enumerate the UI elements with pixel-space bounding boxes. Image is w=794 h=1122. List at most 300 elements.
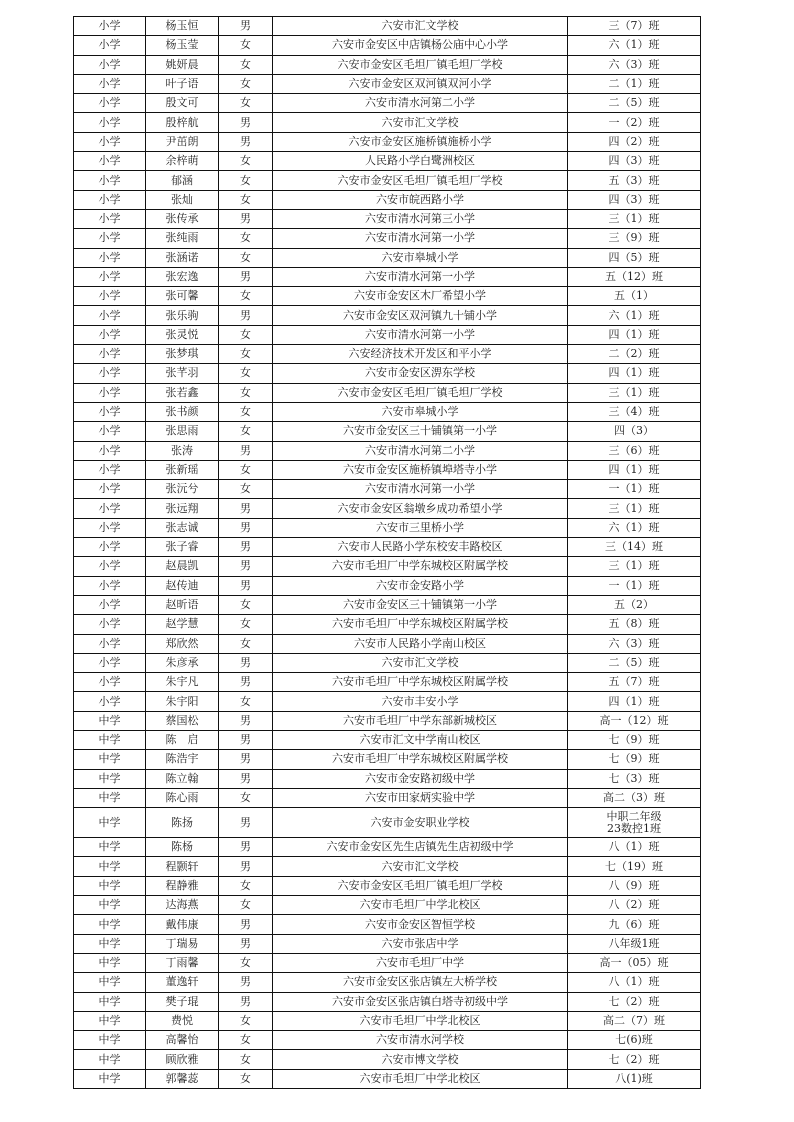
stage-cell: 小学 <box>74 673 146 692</box>
stage-cell: 中学 <box>74 973 146 992</box>
class-cell: 三（6）班 <box>568 441 701 460</box>
table-row <box>74 364 701 383</box>
table-row <box>74 538 701 557</box>
table-row <box>74 788 701 807</box>
table-row <box>74 171 701 190</box>
gender-cell: 女 <box>219 383 273 402</box>
name-cell: 郭馨蕊 <box>146 1069 219 1088</box>
table-row <box>74 152 701 171</box>
table-row <box>74 345 701 364</box>
gender-cell: 男 <box>219 113 273 132</box>
name-cell: 张若鑫 <box>146 383 219 402</box>
gender-cell: 女 <box>219 402 273 421</box>
gender-cell: 男 <box>219 973 273 992</box>
school-cell: 六安市皋城小学 <box>273 248 568 267</box>
school-cell: 六安市皋城小学 <box>273 402 568 421</box>
stage-cell: 小学 <box>74 171 146 190</box>
gender-cell: 女 <box>219 171 273 190</box>
name-cell: 郑欣然 <box>146 634 219 653</box>
name-cell: 丁瑞易 <box>146 934 219 953</box>
gender-cell: 女 <box>219 460 273 479</box>
school-cell: 六安市清水河第一小学 <box>273 229 568 248</box>
gender-cell: 男 <box>219 441 273 460</box>
name-cell: 张子睿 <box>146 538 219 557</box>
name-cell: 张志诚 <box>146 518 219 537</box>
table-row <box>74 1031 701 1050</box>
stage-cell: 小学 <box>74 248 146 267</box>
gender-cell: 女 <box>219 788 273 807</box>
gender-cell: 女 <box>219 953 273 972</box>
table-row <box>74 896 701 915</box>
class-cell: 六（3）班 <box>568 634 701 653</box>
school-cell: 六安市清水河第一小学 <box>273 267 568 286</box>
school-cell: 六安市金安区毛坦厂镇毛坦厂学校 <box>273 55 568 74</box>
table-row <box>74 692 701 711</box>
school-cell: 六安市汇文学校 <box>273 857 568 876</box>
gender-cell: 女 <box>219 94 273 113</box>
table-row <box>74 402 701 421</box>
school-cell: 六安市汇文学校 <box>273 653 568 672</box>
stage-cell: 小学 <box>74 94 146 113</box>
stage-cell: 中学 <box>74 1050 146 1069</box>
table-row <box>74 595 701 614</box>
stage-cell: 小学 <box>74 152 146 171</box>
school-cell: 六安市金安区毛坦厂镇毛坦厂学校 <box>273 876 568 895</box>
stage-cell: 小学 <box>74 190 146 209</box>
table-row <box>74 306 701 325</box>
table-row <box>74 673 701 692</box>
table-row <box>74 615 701 634</box>
table-row <box>74 267 701 286</box>
table-row <box>74 730 701 749</box>
gender-cell: 女 <box>219 876 273 895</box>
stage-cell: 小学 <box>74 74 146 93</box>
name-cell: 赵昕语 <box>146 595 219 614</box>
gender-cell: 女 <box>219 248 273 267</box>
name-cell: 丁雨馨 <box>146 953 219 972</box>
name-cell: 赵学慧 <box>146 615 219 634</box>
stage-cell: 小学 <box>74 518 146 537</box>
table-row <box>74 769 701 788</box>
table-row <box>74 74 701 93</box>
school-cell: 六安市毛坦厂中学东城校区附属学校 <box>273 673 568 692</box>
class-cell: 四（3）班 <box>568 190 701 209</box>
table-row <box>74 953 701 972</box>
table-row <box>74 1069 701 1088</box>
name-cell: 陈浩宇 <box>146 750 219 769</box>
name-cell: 姚妍晨 <box>146 55 219 74</box>
class-cell: 七（9）班 <box>568 750 701 769</box>
table-row <box>74 634 701 653</box>
stage-cell: 小学 <box>74 209 146 228</box>
stage-cell: 小学 <box>74 557 146 576</box>
stage-cell: 小学 <box>74 576 146 595</box>
table-row <box>74 576 701 595</box>
gender-cell: 女 <box>219 36 273 55</box>
table-row <box>74 113 701 132</box>
school-cell: 六安市毛坦厂中学东城校区附属学校 <box>273 557 568 576</box>
table-row <box>74 441 701 460</box>
class-cell: 四（1）班 <box>568 325 701 344</box>
gender-cell: 女 <box>219 190 273 209</box>
stage-cell: 中学 <box>74 857 146 876</box>
school-cell: 六安市金安区张店镇左大桥学校 <box>273 973 568 992</box>
gender-cell: 女 <box>219 345 273 364</box>
school-cell: 六安市博文学校 <box>273 1050 568 1069</box>
table-row <box>74 653 701 672</box>
class-cell: 六（1）班 <box>568 306 701 325</box>
name-cell: 杨玉莹 <box>146 36 219 55</box>
stage-cell: 小学 <box>74 480 146 499</box>
stage-cell: 中学 <box>74 838 146 857</box>
name-cell: 张梦琪 <box>146 345 219 364</box>
name-cell: 程静雅 <box>146 876 219 895</box>
school-cell: 六安市毛坦厂中学 <box>273 953 568 972</box>
school-cell: 六安市毛坦厂中学东城校区附属学校 <box>273 615 568 634</box>
name-cell: 尹茁朗 <box>146 132 219 151</box>
school-cell: 六安市毛坦厂中学北校区 <box>273 1011 568 1030</box>
class-cell: 五（7）班 <box>568 673 701 692</box>
stage-cell: 小学 <box>74 364 146 383</box>
table-row <box>74 915 701 934</box>
stage-cell: 中学 <box>74 730 146 749</box>
class-cell: 七（19）班 <box>568 857 701 876</box>
stage-cell: 小学 <box>74 634 146 653</box>
class-cell: 七（9）班 <box>568 730 701 749</box>
gender-cell: 女 <box>219 1050 273 1069</box>
stage-cell: 小学 <box>74 499 146 518</box>
stage-cell: 小学 <box>74 615 146 634</box>
class-cell: 三（1）班 <box>568 209 701 228</box>
name-cell: 程颢轩 <box>146 857 219 876</box>
gender-cell: 男 <box>219 857 273 876</box>
stage-cell: 小学 <box>74 653 146 672</box>
gender-cell: 男 <box>219 769 273 788</box>
stage-cell: 小学 <box>74 132 146 151</box>
gender-cell: 女 <box>219 422 273 441</box>
table-row <box>74 55 701 74</box>
gender-cell: 男 <box>219 750 273 769</box>
gender-cell: 女 <box>219 480 273 499</box>
class-cell: 六（1）班 <box>568 36 701 55</box>
class-cell: 五（8）班 <box>568 615 701 634</box>
gender-cell: 女 <box>219 55 273 74</box>
name-cell: 赵晨凯 <box>146 557 219 576</box>
class-cell: 二（2）班 <box>568 345 701 364</box>
stage-cell: 中学 <box>74 769 146 788</box>
name-cell: 蔡国松 <box>146 711 219 730</box>
stage-cell: 中学 <box>74 953 146 972</box>
class-cell: 七（3）班 <box>568 769 701 788</box>
stage-cell: 中学 <box>74 896 146 915</box>
name-cell: 张乐驹 <box>146 306 219 325</box>
class-cell: 五（2） <box>568 595 701 614</box>
class-cell: 七（2）班 <box>568 992 701 1011</box>
class-cell: 三（7）班 <box>568 17 701 36</box>
stage-cell: 小学 <box>74 538 146 557</box>
school-cell: 六安市金安区张店镇白塔寺初级中学 <box>273 992 568 1011</box>
name-cell: 殷梓航 <box>146 113 219 132</box>
school-cell: 六安市毛坦厂中学东部新城校区 <box>273 711 568 730</box>
school-cell: 六安市丰安小学 <box>273 692 568 711</box>
stage-cell: 小学 <box>74 36 146 55</box>
student-roster-table <box>73 16 701 1089</box>
gender-cell: 男 <box>219 538 273 557</box>
table-row <box>74 132 701 151</box>
table-row <box>74 229 701 248</box>
table-row <box>74 711 701 730</box>
name-cell: 陈杨 <box>146 838 219 857</box>
name-cell: 张灵悦 <box>146 325 219 344</box>
school-cell: 六安市清水河第一小学 <box>273 480 568 499</box>
class-cell: 三（1）班 <box>568 557 701 576</box>
gender-cell: 男 <box>219 306 273 325</box>
table-row <box>74 325 701 344</box>
stage-cell: 中学 <box>74 711 146 730</box>
table-row <box>74 557 701 576</box>
gender-cell: 男 <box>219 934 273 953</box>
gender-cell: 男 <box>219 992 273 1011</box>
name-cell: 达海燕 <box>146 896 219 915</box>
gender-cell: 女 <box>219 1031 273 1050</box>
stage-cell: 小学 <box>74 287 146 306</box>
class-cell: 五（12）班 <box>568 267 701 286</box>
name-cell: 董逸轩 <box>146 973 219 992</box>
gender-cell: 女 <box>219 1011 273 1030</box>
class-cell: 二（5）班 <box>568 94 701 113</box>
gender-cell: 女 <box>219 634 273 653</box>
table-row <box>74 750 701 769</box>
table-row <box>74 876 701 895</box>
class-cell: 八（1）班 <box>568 973 701 992</box>
gender-cell: 男 <box>219 730 273 749</box>
name-cell: 余梓萌 <box>146 152 219 171</box>
school-cell: 六安市金安区先生店镇先生店初级中学 <box>273 838 568 857</box>
school-cell: 六安市金安区三十铺镇第一小学 <box>273 595 568 614</box>
class-cell: 五（3）班 <box>568 171 701 190</box>
school-cell: 六安市人民路小学东校安丰路校区 <box>273 538 568 557</box>
table-row <box>74 857 701 876</box>
class-cell: 高二（3）班 <box>568 788 701 807</box>
school-cell: 六安市金安区毛坦厂镇毛坦厂学校 <box>273 383 568 402</box>
school-cell: 六安市金安区三十铺镇第一小学 <box>273 422 568 441</box>
stage-cell: 小学 <box>74 383 146 402</box>
school-cell: 六安市金安区双河镇九十铺小学 <box>273 306 568 325</box>
stage-cell: 小学 <box>74 402 146 421</box>
class-cell: 一（2）班 <box>568 113 701 132</box>
name-cell: 樊子琨 <box>146 992 219 1011</box>
school-cell: 六安市张店中学 <box>273 934 568 953</box>
name-cell: 高馨怡 <box>146 1031 219 1050</box>
school-cell: 人民路小学白鹭洲校区 <box>273 152 568 171</box>
stage-cell: 中学 <box>74 992 146 1011</box>
stage-cell: 中学 <box>74 915 146 934</box>
class-cell: 二（1）班 <box>568 74 701 93</box>
school-cell: 六安市金安区施桥镇施桥小学 <box>273 132 568 151</box>
name-cell: 陈扬 <box>146 808 219 838</box>
class-cell: 一（1）班 <box>568 480 701 499</box>
school-cell: 六安市毛坦厂中学东城校区附属学校 <box>273 750 568 769</box>
table-row <box>74 499 701 518</box>
school-cell: 六安市皖西路小学 <box>273 190 568 209</box>
name-cell: 张涛 <box>146 441 219 460</box>
class-cell: 四（1）班 <box>568 692 701 711</box>
table-row <box>74 383 701 402</box>
gender-cell: 女 <box>219 152 273 171</box>
class-cell: 四（3）班 <box>568 152 701 171</box>
stage-cell: 小学 <box>74 692 146 711</box>
school-cell: 六安市金安职业学校 <box>273 808 568 838</box>
class-line: 23数控1班 <box>607 821 661 835</box>
school-cell: 六安市金安区翁墩乡成功希望小学 <box>273 499 568 518</box>
school-cell: 六安经济技术开发区和平小学 <box>273 345 568 364</box>
gender-cell: 男 <box>219 915 273 934</box>
roster-body <box>74 17 701 1089</box>
name-cell: 杨玉恒 <box>146 17 219 36</box>
class-cell: 三（1）班 <box>568 383 701 402</box>
school-cell: 六安市汇文学校 <box>273 113 568 132</box>
gender-cell: 女 <box>219 287 273 306</box>
gender-cell: 女 <box>219 1069 273 1088</box>
table-row <box>74 17 701 36</box>
gender-cell: 女 <box>219 74 273 93</box>
gender-cell: 女 <box>219 896 273 915</box>
school-cell: 六安市毛坦厂中学北校区 <box>273 896 568 915</box>
name-cell: 张灿 <box>146 190 219 209</box>
school-cell: 六安市田家炳实验中学 <box>273 788 568 807</box>
table-row <box>74 287 701 306</box>
stage-cell: 小学 <box>74 595 146 614</box>
school-cell: 六安市清水河第一小学 <box>273 325 568 344</box>
class-cell: 九（6）班 <box>568 915 701 934</box>
class-cell: 四（3） <box>568 422 701 441</box>
stage-cell: 中学 <box>74 1069 146 1088</box>
class-cell: 七（2）班 <box>568 1050 701 1069</box>
table-row <box>74 480 701 499</box>
gender-cell: 男 <box>219 518 273 537</box>
name-cell: 朱宇阳 <box>146 692 219 711</box>
class-cell: 八(1)班 <box>568 1069 701 1088</box>
class-cell: 三（4）班 <box>568 402 701 421</box>
gender-cell: 男 <box>219 576 273 595</box>
school-cell: 六安市清水河第三小学 <box>273 209 568 228</box>
name-cell: 朱彦承 <box>146 653 219 672</box>
name-cell: 张芊羽 <box>146 364 219 383</box>
school-cell: 六安市金安路小学 <box>273 576 568 595</box>
stage-cell: 小学 <box>74 17 146 36</box>
gender-cell: 男 <box>219 673 273 692</box>
name-cell: 赵传迪 <box>146 576 219 595</box>
table-row <box>74 248 701 267</box>
gender-cell: 男 <box>219 711 273 730</box>
school-cell: 六安市金安区木厂希望小学 <box>273 287 568 306</box>
school-cell: 六安市金安区毛坦厂镇毛坦厂学校 <box>273 171 568 190</box>
name-cell: 陈心雨 <box>146 788 219 807</box>
stage-cell: 中学 <box>74 934 146 953</box>
class-cell: 高一（05）班 <box>568 953 701 972</box>
class-cell: 七(6)班 <box>568 1031 701 1050</box>
name-cell: 陈立翰 <box>146 769 219 788</box>
table-row <box>74 460 701 479</box>
school-cell: 六安市人民路小学南山校区 <box>273 634 568 653</box>
name-cell: 张传承 <box>146 209 219 228</box>
gender-cell: 男 <box>219 209 273 228</box>
gender-cell: 男 <box>219 808 273 838</box>
stage-cell: 中学 <box>74 1011 146 1030</box>
class-cell: 高二（7）班 <box>568 1011 701 1030</box>
gender-cell: 女 <box>219 229 273 248</box>
school-cell: 六安市汇文中学南山校区 <box>273 730 568 749</box>
school-cell: 六安市清水河第二小学 <box>273 441 568 460</box>
name-cell: 张远翔 <box>146 499 219 518</box>
gender-cell: 女 <box>219 692 273 711</box>
stage-cell: 小学 <box>74 345 146 364</box>
gender-cell: 男 <box>219 17 273 36</box>
class-cell: 五（1） <box>568 287 701 306</box>
table-row <box>74 973 701 992</box>
name-cell: 张新瑶 <box>146 460 219 479</box>
table-row <box>74 190 701 209</box>
school-cell: 六安市金安区智恒学校 <box>273 915 568 934</box>
stage-cell: 小学 <box>74 55 146 74</box>
stage-cell: 中学 <box>74 788 146 807</box>
name-cell: 张纯雨 <box>146 229 219 248</box>
school-cell: 六安市清水河学校 <box>273 1031 568 1050</box>
table-row <box>74 36 701 55</box>
table-row <box>74 209 701 228</box>
gender-cell: 男 <box>219 653 273 672</box>
name-cell: 张可馨 <box>146 287 219 306</box>
class-cell: 高一（12）班 <box>568 711 701 730</box>
name-cell: 张思雨 <box>146 422 219 441</box>
stage-cell: 小学 <box>74 325 146 344</box>
class-cell: 四（2）班 <box>568 132 701 151</box>
class-cell: 四（5）班 <box>568 248 701 267</box>
gender-cell: 男 <box>219 499 273 518</box>
name-cell: 戴伟康 <box>146 915 219 934</box>
name-cell: 张书颜 <box>146 402 219 421</box>
school-cell: 六安市三里桥小学 <box>273 518 568 537</box>
stage-cell: 小学 <box>74 267 146 286</box>
name-cell: 叶子语 <box>146 74 219 93</box>
school-cell: 六安市金安区中店镇杨公庙中心小学 <box>273 36 568 55</box>
stage-cell: 小学 <box>74 113 146 132</box>
stage-cell: 中学 <box>74 876 146 895</box>
school-cell: 六安市金安区施桥镇埠塔寺小学 <box>273 460 568 479</box>
class-cell: 四（1）班 <box>568 364 701 383</box>
name-cell: 殷文可 <box>146 94 219 113</box>
school-cell: 六安市金安路初级中学 <box>273 769 568 788</box>
name-cell: 朱宇凡 <box>146 673 219 692</box>
class-cell: 八（1）班 <box>568 838 701 857</box>
name-cell: 郁涵 <box>146 171 219 190</box>
table-row <box>74 1050 701 1069</box>
gender-cell: 女 <box>219 325 273 344</box>
name-cell: 陈 启 <box>146 730 219 749</box>
stage-cell: 小学 <box>74 460 146 479</box>
stage-cell: 小学 <box>74 306 146 325</box>
school-cell: 六安市金安区淠东学校 <box>273 364 568 383</box>
gender-cell: 男 <box>219 838 273 857</box>
table-row <box>74 1011 701 1030</box>
class-cell: 六（3）班 <box>568 55 701 74</box>
table-row <box>74 838 701 857</box>
table-row <box>74 518 701 537</box>
class-cell: 八（9）班 <box>568 876 701 895</box>
class-cell: 三（9）班 <box>568 229 701 248</box>
table-row <box>74 94 701 113</box>
class-cell: 六（1）班 <box>568 518 701 537</box>
